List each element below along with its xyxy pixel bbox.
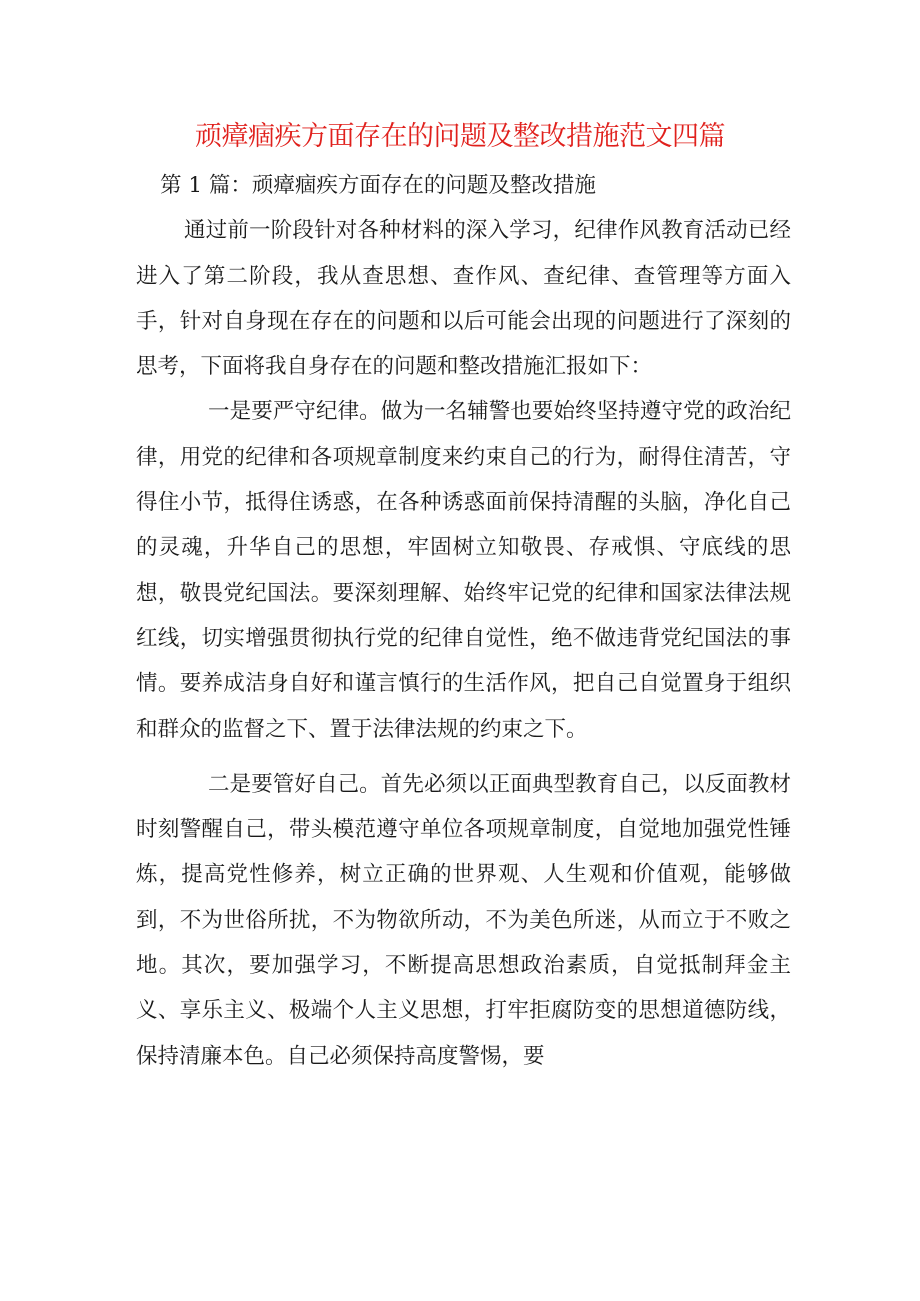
paragraph-discipline: 一是要严守纪律。做为一名辅警也要始终坚持遵守党的政治纪律，用党的纪律和各项规章制度来约束自己的行为，耐得住清苦，守得住小节，抵得住诱惑，在各种诱惑面前保持清醒的头脑，净化自己的灵魂，升华自己的思想，牢固树立知敬畏、存戒惧、守底线的思想，敬畏党纪国法。要深刻理解、始终牢记党的纪律和国家法律法规红线，切实增强贯彻执行党的纪律自觉性，绝不做违背党纪国法的事情。要养成洁身自好和谨言慎行的生活作风，把自己自觉置身于组织和群众的监督之下、置于法律法规的约束之下。 bbox=[136, 399, 791, 742]
paragraph-intro: 通过前一阶段针对各种材料的深入学习，纪律作风教育活动已经进入了第二阶段，我从查思想、查作风、查纪律、查管理等方面入手，针对自身现在存在的问题和以后可能会出现的问题进行了深刻的思考，下面将我自身存在的问题和整改措施汇报如下： bbox=[136, 218, 791, 380]
paragraph-self-management: 二是要管好自己。首先必须以正面典型教育自己，以反面教材时刻警醒自己，带头模范遵守单位各项规章制度，自觉地加强党性锤炼，提高党性修养，树立正确的世界观、人生观和价值观，能够做到，不为世俗所扰，不为物欲所动，不为美色所迷，从而立于不败之地。其次，要加强学习，不断提高思想政治素质，自觉抵制拜金主义、享乐主义、极端个人主义思想，打牢拒腐防变的思想道德防线，保持清廉本色。自己必须保持高度警惕，要 bbox=[136, 771, 791, 1069]
section-subtitle: 第 1 篇：顽瘴痼疾方面存在的问题及整改措施 bbox=[160, 173, 596, 198]
document-title: 顽瘴痼疾方面存在的问题及整改措施范文四篇 bbox=[195, 121, 725, 152]
document-body bbox=[136, 163, 791, 1079]
